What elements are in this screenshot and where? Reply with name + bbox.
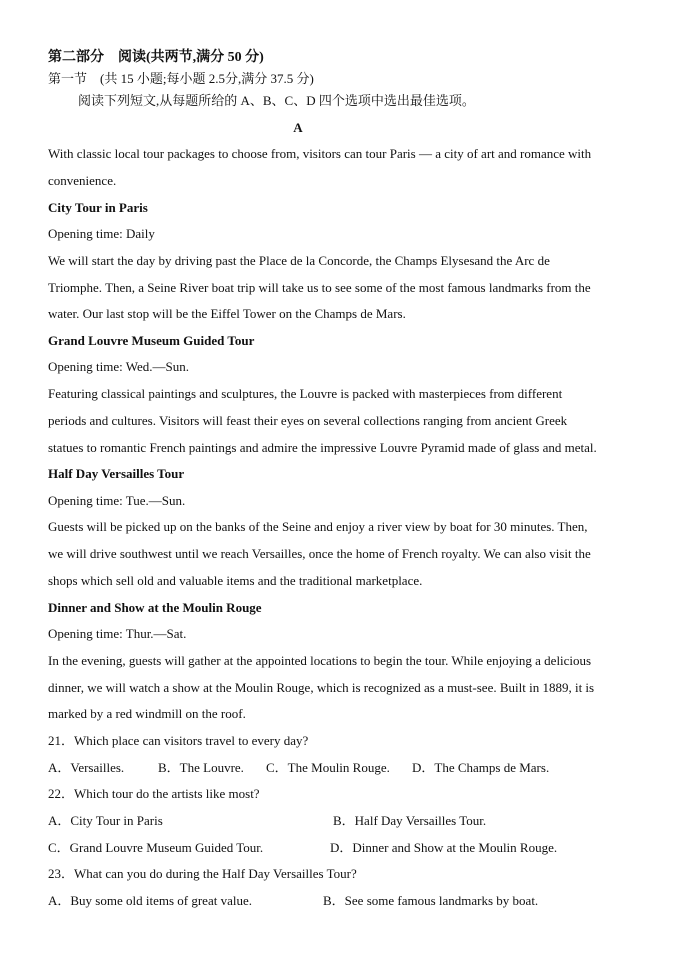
tour-opening-time: Opening time: Thur.—Sat. [48,626,187,641]
question-22-option-a[interactable]: A．City Tour in Paris [48,813,163,828]
question-22-option-b[interactable]: B．Half Day Versailles Tour. [333,813,487,828]
question-23-option-a[interactable]: A．Buy some old items of great value. [48,893,252,908]
tour-title: Grand Louvre Museum Guided Tour [48,333,255,348]
instruction: 阅读下列短文,从每题所给的 A、B、C、D 四个选项中选出最佳选项。 [78,93,475,108]
question-23-option-b[interactable]: B．See some famous landmarks by boat. [323,893,539,908]
tour-description-line: water. Our last stop will be the Eiffel Tower on the Champs de Mars. [48,306,406,321]
question-stem-23: 23．What can you do during the Half Day Versailles Tour? [48,866,357,881]
tour-description-line: we will drive southwest until we reach Versailles, once the home of French royalty. We can also visit the [48,546,591,561]
tour-description-line: dinner, we will watch a show at the Moulin Rouge, which is recognized as a must-see. Built in 1889, it is [48,680,595,695]
part-title: 第二部分 阅读(共两节,满分 50 分) [48,50,264,65]
section-title: 第一节 (共 15 小题;每小题 2.5分,满分 37.5 分) [48,71,314,86]
tour-description-line: We will start the day by driving past the Place de la Concorde, the Champs Elysesand the Arc de [48,253,550,268]
question-21-option-a[interactable]: A．Versailles. [48,760,125,775]
passage-intro-line: convenience. [48,173,117,188]
passage-intro-line: With classic local tour packages to choose from, visitors can tour Paris — a city of art and romance with [48,146,592,161]
question-21-option-b[interactable]: B．The Louvre. [158,760,244,775]
tour-description-line: Guests will be picked up on the banks of the Seine and enjoy a river view by boat for 30 minutes. Then, [48,519,588,534]
tour-description-line: Triomphe. Then, a Seine River boat trip will take us to see some of the most famous landmarks from the [48,280,591,295]
tour-opening-time: Opening time: Wed.—Sun. [48,359,189,374]
tour-description-line: In the evening, guests will gather at the appointed locations to begin the tour. While enjoying a delicious [48,653,592,668]
tour-title: Half Day Versailles Tour [48,466,185,481]
tour-description-line: shops which sell old and valuable items and the traditional marketplace. [48,573,423,588]
question-stem-21: 21．Which place can visitors travel to every day? [48,733,309,748]
tour-title: Dinner and Show at the Moulin Rouge [48,600,262,615]
question-21-option-c[interactable]: C．The Moulin Rouge. [266,760,390,775]
tour-title: City Tour in Paris [48,200,148,215]
question-stem-22: 22．Which tour do the artists like most? [48,786,260,801]
question-21-option-d[interactable]: D．The Champs de Mars. [412,760,550,775]
tour-description-line: periods and cultures. Visitors will feast their eyes on several collections ranging from ancient Greek [48,413,568,428]
tour-opening-time: Opening time: Tue.—Sun. [48,493,186,508]
tour-description-line: marked by a red windmill on the roof. [48,706,246,721]
tour-opening-time: Opening time: Daily [48,226,155,241]
question-22-option-d[interactable]: D．Dinner and Show at the Moulin Rouge. [330,840,558,855]
question-22-option-c[interactable]: C．Grand Louvre Museum Guided Tour. [48,840,264,855]
tour-description-line: statues to romantic French paintings and admire the impressive Louvre Pyramid made of glass and metal. [48,440,597,455]
passage-label: A [293,120,303,135]
tour-description-line: Featuring classical paintings and sculptures, the Louvre is packed with masterpieces from different [48,386,563,401]
